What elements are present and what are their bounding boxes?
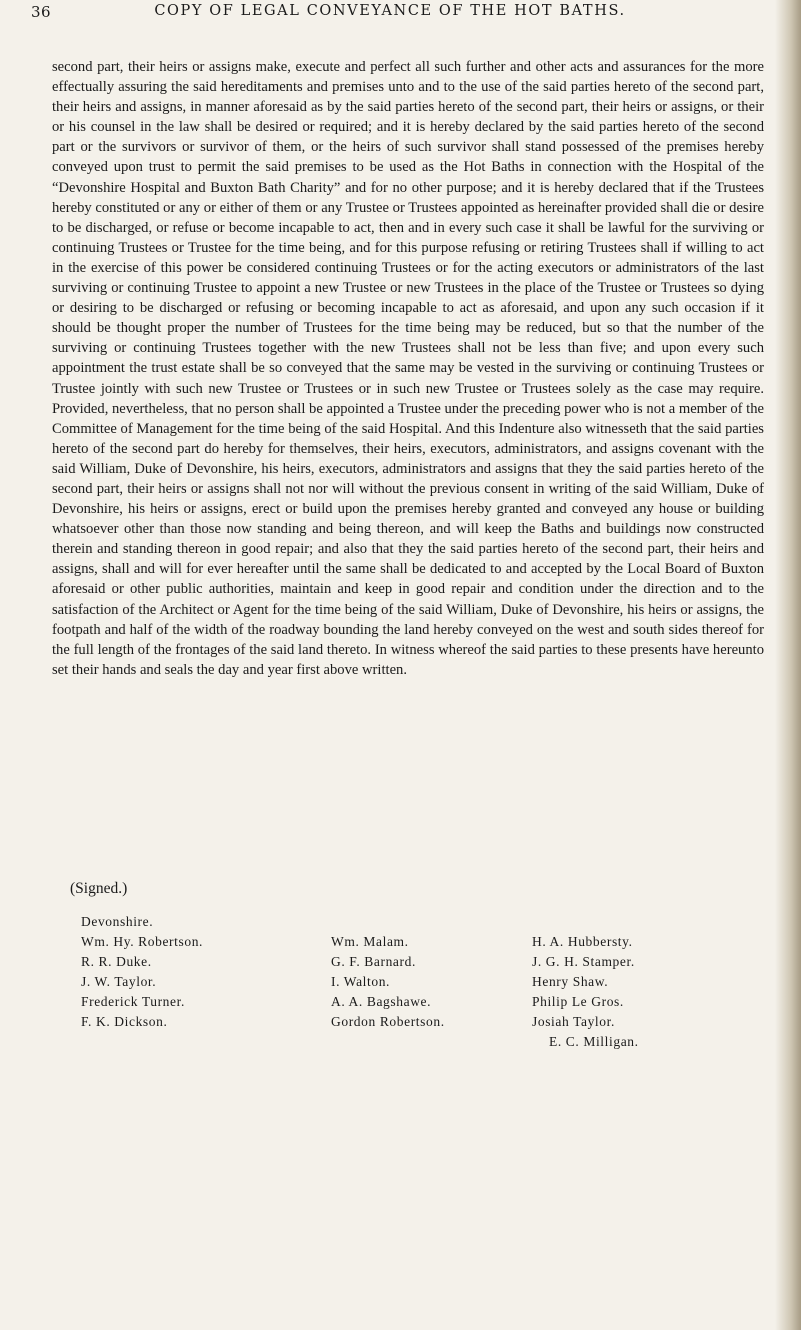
signatory: Henry Shaw.	[532, 974, 609, 989]
signed-label: (Signed.)	[70, 880, 128, 897]
signatory: R. R. Duke.	[81, 954, 152, 969]
signatory: Devonshire.	[81, 914, 154, 929]
signatory: Wm. Hy. Robertson.	[81, 934, 204, 949]
signatory: E. C. Milligan.	[549, 1034, 639, 1049]
running-head: COPY OF LEGAL CONVEYANCE OF THE HOT BATHS.	[154, 3, 626, 19]
page-number: 36	[31, 3, 52, 21]
signatories-column-2	[331, 932, 445, 1032]
signatories-block	[81, 912, 761, 1052]
signatory: Philip Le Gros.	[532, 994, 624, 1009]
signatory: G. F. Barnard.	[331, 954, 416, 969]
signatories-column-1	[81, 912, 203, 1032]
signatory: J. G. H. Stamper.	[532, 954, 635, 969]
page-edge-shadow	[775, 0, 801, 1330]
signatory: Wm. Malam.	[331, 934, 409, 949]
signatory: Gordon Robertson.	[331, 1014, 445, 1029]
signatory: J. W. Taylor.	[81, 974, 157, 989]
signatory: Josiah Taylor.	[532, 1014, 615, 1029]
signatory: Frederick Turner.	[81, 994, 185, 1009]
signatory: F. K. Dickson.	[81, 1014, 168, 1029]
conveyance-body-text: second part, their heirs or assigns make, execute and perfect all such further and other acts and assurances for the more effectually assuring the said hereditaments and premises unto and to the use of the said parties hereto of the second part, their heirs and assigns, in manner aforesaid as by the said parties hereto of the second part, their heirs or assigns, or their or his counsel in the law shall be desired or required; and it is hereby declared by the said parties hereto of the second part or the survivors or survivor of them, or the heirs of such survivor shall stand possessed of the premises hereby conveyed upon trust to permit the said premises to be used as the Hot Baths in connection with the Hospital of the “Devonshire Hospital and Buxton Bath Charity” and for no other purpose; and it is hereby declared that if the Trustees hereby constituted or any or either of them or any Trustee or Trustees appointed as hereinafter provided shall die or desire to be discharged, or refuse or become incapable to act, then and in every such case it shall be lawful for the surviving or continuing Trustees or Trustee for the time being, and for this purpose refusing or retiring Trustees shall if willing to act in the exercise of this power be considered continuing Trustees or for the acting executors or administrators of the last surviving or continuing Trustee to appoint a new Trustee or new Trustees in the place of the Trustee or Trustees so dying or desiring to be discharged or refusing or becoming incapable to act as aforesaid, and upon any such occasion if it should be thought proper the number of Trustees for the time being may be reduced, but so that the number of the surviving or continuing Trustees together with the new Trustees shall not be less than five; and upon every such appointment the trust estate shall be so conveyed that the same may be vested in the surviving or continuing Trustees or Trustee jointly with such new Trustee or Trustees or in such new Trustee or Trustees solely as the case may require. Provided, nevertheless, that no person shall be appointed a Trustee under the preceding power who is not a member of the Committee of Management for the time being of the said Hospital. And this Indenture also witnesseth that the said parties hereto of the second part do hereby for themselves, their heirs, executors, administrators, and assigns covenant with the said William, Duke of Devonshire, his heirs, executors, administrators and assigns that they the said parties hereto of the second part, their heirs or assigns shall not nor will without the previous consent in writing of the said William, Duke of Devonshire, his heirs or assigns, erect or build upon the premises hereby granted and conveyed any house or building whatsoever other than those now standing and being thereon, and will keep the Baths and buildings now constructed therein and standing thereon in good repair; and also that they the said parties hereto of the second part, their heirs and assigns, shall and will for ever hereafter until the same shall be dedicated to and accepted by the Local Board of Buxton aforesaid or other public authorities, maintain and keep in good repair and condition under the direction and to the satisfaction of the Architect or Agent for the time being of the said William, Duke of Devonshire, his heirs or assigns, the footpath and half of the width of the roadway bounding the land hereby conveyed on the west and south sides thereof for the full length of the frontages of the said land thereto. In witness whereof the said parties to these presents have hereunto set their hands and seals the day and year first above written.	[52, 59, 764, 678]
signatory: A. A. Bagshawe.	[331, 994, 432, 1009]
signatories-column-3	[532, 932, 639, 1052]
signatory: H. A. Hubbersty.	[532, 934, 633, 949]
signatory: I. Walton.	[331, 974, 391, 989]
